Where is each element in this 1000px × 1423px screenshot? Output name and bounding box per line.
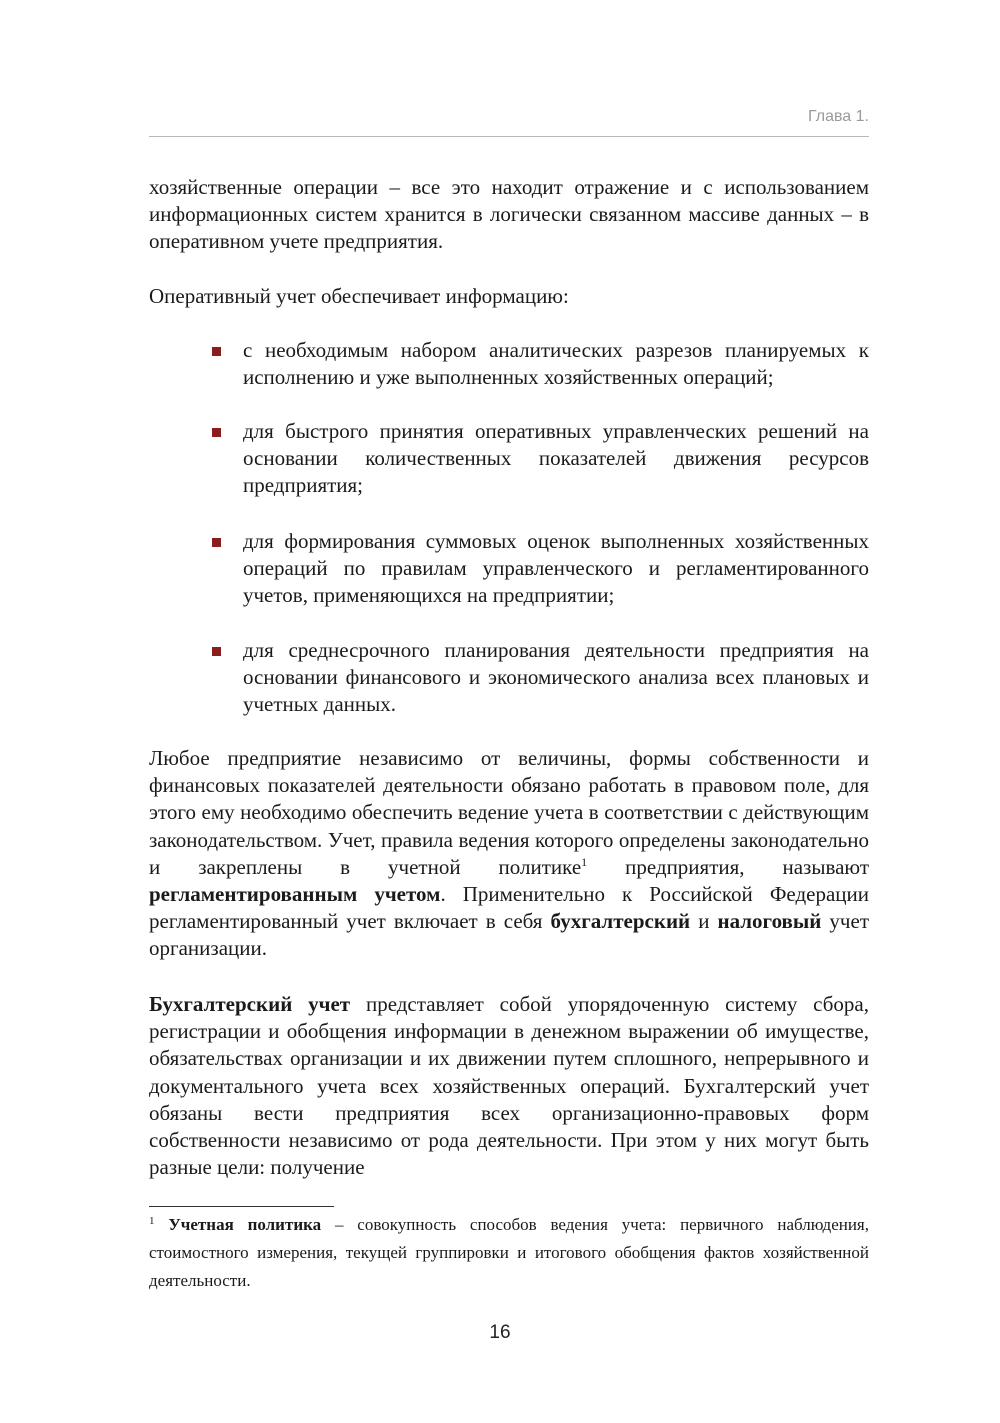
bold-term-regulated-accounting: регламентированным учетом — [149, 882, 441, 907]
text-run: Любое предприятие независимо от величины, формы собственности и финансовых показателей деятельности обязано работать в правовом поле, для этого ему необходимо обеспечить ведение учета в соответствии с действующим законодательством. Учет, правила ведения которого определены законодательно и закреплены в учетной политике — [149, 746, 869, 879]
square-bullet-icon — [212, 538, 221, 547]
bold-term-bookkeeping-definition: Бухгалтерский учет — [149, 992, 351, 1016]
bold-term-bookkeeping: бухгалтерский — [550, 909, 691, 934]
footnote-term: Учетная политика — [168, 1215, 322, 1234]
bold-term-tax: налоговый — [717, 909, 822, 934]
paragraph-bookkeeping-definition — [149, 991, 869, 1181]
footnote-number: 1 — [149, 1215, 155, 1227]
list-item — [212, 418, 869, 500]
text-run: предприятия, называют — [587, 854, 869, 879]
footnote-divider — [149, 1206, 334, 1207]
running-header-chapter: Глава 1. — [807, 108, 869, 125]
paragraph-operational-accounting-intro: Оперативный учет обеспечивает информацию: — [149, 284, 569, 308]
square-bullet-icon — [212, 428, 221, 437]
list-item — [212, 528, 869, 610]
list-item — [212, 337, 869, 391]
list-item-text: для быстрого принятия оперативных управленческих решений на основании количественных показателей движения ресурсов предприятия; — [243, 419, 869, 498]
list-item-text: с необходимым набором аналитических разрезов планируемых к исполнению и уже выполненных хозяйственных операций; — [243, 338, 869, 390]
text-run: и — [690, 909, 718, 934]
footnote — [149, 1211, 869, 1295]
paragraph-operations: хозяйственные операции – все это находит отражение и с использованием информационных систем хранится в логически связанном массиве данных – в оперативном учете предприятия. — [149, 175, 869, 254]
list-item — [212, 637, 869, 719]
text-run: учет организации. — [149, 909, 869, 961]
header-divider — [149, 136, 869, 137]
footnote-reference[interactable]: 1 — [581, 854, 588, 869]
text-run: . Применительно к Российской Федерации регламентированный учет включает в себя — [149, 882, 869, 934]
list-item-text: для формирования суммовых оценок выполненных хозяйственных операций по правилам управленческого и регламентированного учетов, применяющихся на предприятии; — [243, 529, 869, 608]
footnote-text: – совокупность способов ведения учета: первичного наблюдения, стоимостного измерения, текущей группировки и итогового обобщения фактов хозяйственной деятельности. — [149, 1215, 870, 1290]
square-bullet-icon — [212, 347, 221, 356]
square-bullet-icon — [212, 647, 221, 656]
text-run: представляет собой упорядоченную систему сбора, регистрации и обобщения информации в денежном выражении об имуществе, обязательствах организации и их движении путем сплошного, непрерывного и документального учета всех хозяйственных операций. Бухгалтерский учет обязаны вести предприятия всех организационно-правовых форм собственности независимо от рода деятельности. При этом у них могут быть разные цели: получение — [149, 992, 869, 1180]
page-number: 16 — [489, 1322, 511, 1343]
list-item-text: для среднесрочного планирования деятельности предприятия на основании финансового и экономического анализа всех плановых и учетных данных. — [243, 638, 869, 717]
paragraph-regulated-accounting — [149, 745, 869, 963]
